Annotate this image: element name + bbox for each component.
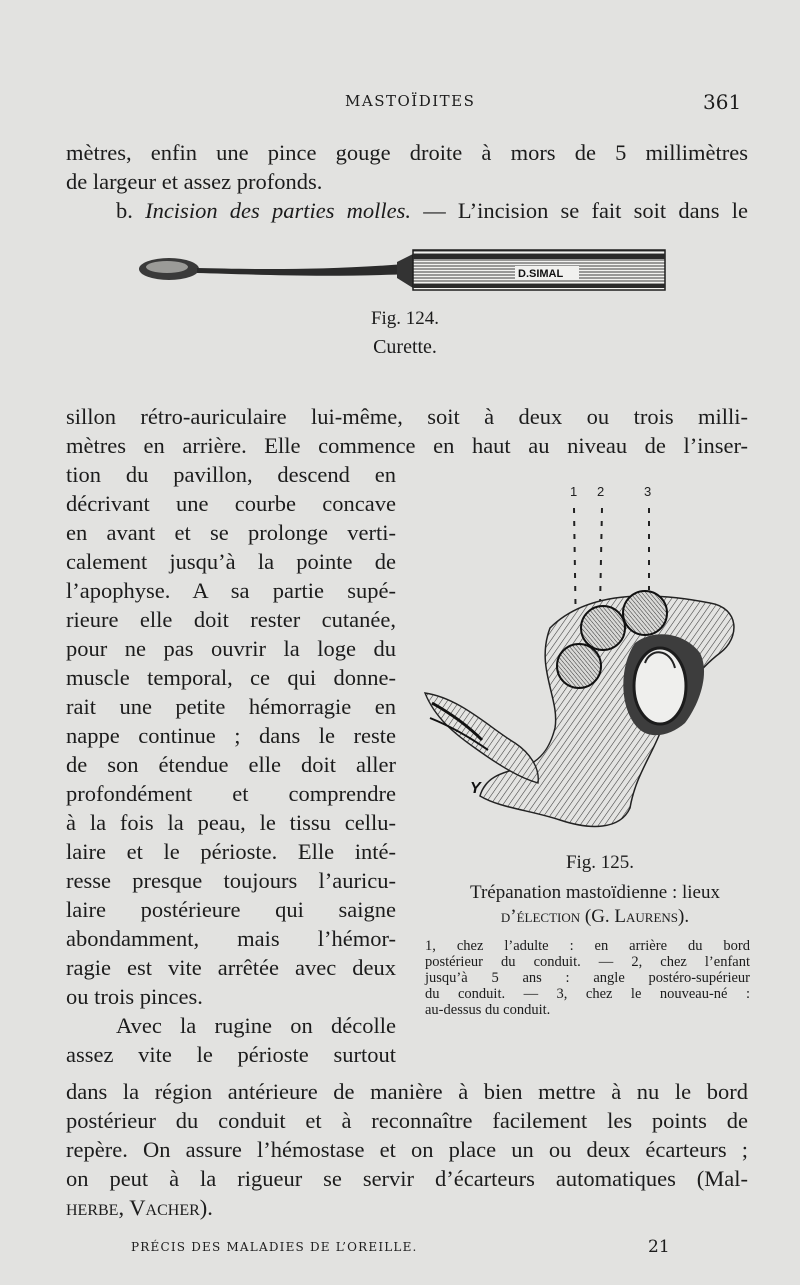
section-label: b. [116,198,146,223]
text-line: abondamment, mais l’hémor- [66,926,396,951]
text-line: herbe, Vacher). [66,1195,213,1220]
body-paragraph-continued [66,1077,748,1222]
legend-line: au-dessus du conduit. [425,1002,551,1018]
legend-line: jusqu’à 5 ans : angle postéro-supérieur [425,970,750,986]
text-line: Avec la rugine on décolle [116,1013,396,1038]
body-paragraph [66,402,748,460]
text-line: laire et le périoste. Elle inté- [66,839,396,864]
figure-125-legend [425,938,750,1018]
text-line: ou trois pinces. [66,984,203,1009]
text-line: sillon rétro-auriculaire lui-même, soit à deux ou trois milli- [66,404,748,429]
legend-line: 1, chez l’adulte : en arrière du bord [425,938,750,954]
text-line: rieure elle doit rester cutanée, [66,607,396,632]
legend-line: postérieur du conduit. — 2, chez l’enfant [425,954,750,970]
site-number-1: 1 [570,484,578,499]
mastoid-illustration [420,478,750,838]
engraver-signature: Y [470,780,481,797]
figure-124-caption: Curette. [373,336,437,358]
text-line: calement jusqu’à la pointe de [66,549,396,574]
text-line: à la fois la peau, le tissu cellu- [66,810,396,835]
trepanation-site-2 [581,606,625,650]
section-text: — L’incision se fait soit dans le [411,198,748,223]
figure-125-title: Trépanation mastoïdienne : lieux [470,882,720,903]
text-line: l’apophyse. A sa partie supé- [66,578,396,603]
page-footer [0,1237,800,1257]
curette-illustration [135,244,670,300]
text-line: on peut à la rigueur se servir d’écarteurs automatiques (Mal- [66,1166,748,1191]
trepanation-site-3 [623,591,667,635]
text-line: nappe continue ; dans le reste [66,723,396,748]
intro-paragraph [66,138,748,225]
text-line: de largeur et assez profonds. [66,169,323,194]
text-line: postérieur du conduit et à reconnaître facilement les points de [66,1108,748,1133]
site-guide-2 [600,508,602,608]
site-number-3: 3 [644,484,652,499]
auditory-canal [634,648,686,724]
figure-124-label: Fig. 124. [370,308,440,329]
text-line: profondément et comprendre [66,781,396,806]
text-line: tion du pavillon, descend en [66,462,396,487]
text-line: mètres en arrière. Elle commence en haut au niveau de l’inser- [66,433,748,458]
curette-shank [197,264,410,276]
text-line: laire postérieure qui saigne [66,897,396,922]
section-title: Incision des parties molles. [145,198,412,223]
text-line: en avant et se prolonge verti- [66,520,396,545]
figure-125-title-line2: d’élection (G. Laurens). [500,906,690,927]
page-number: 361 [703,90,742,114]
running-title: MASTOÏDITES [345,92,476,110]
text-line: pour ne pas ouvrir la loge du [66,636,396,661]
text-line: assez vite le périoste surtout [66,1042,396,1067]
text-line: resse presque toujours l’auricu- [66,868,396,893]
maker-mark: D.SIMAL [518,268,564,280]
legend-line: du conduit. — 3, chez le nouveau-né : [425,986,750,1002]
text-line: mètres, enfin une pince gouge droite à mors de 5 millimètres [66,140,748,165]
text-line: repère. On assure l’hémostase et on place un ou deux écarteurs ; [66,1137,748,1162]
signature-mark: 21 [648,1237,670,1257]
site-number-2: 2 [597,484,605,499]
page-header [0,92,800,114]
figure-125-label: Fig. 125. [565,852,635,873]
section-heading-line [66,196,748,225]
footer-book-title: PRÉCIS DES MALADIES DE L’OREILLE. [131,1240,418,1254]
text-line: de son étendue elle doit aller [66,752,396,777]
text-line: ragie est vite arrêtée avec deux [66,955,396,980]
text-line: dans la région antérieure de manière à bien mettre à nu le bord [66,1079,748,1104]
body-paragraph-column [66,460,396,1069]
trepanation-site-1 [557,644,601,688]
text-line: rait une petite hémorragie en [66,694,396,719]
text-line: muscle temporal, ce qui donne- [66,665,396,690]
text-line: décrivant une courbe concave [66,491,396,516]
